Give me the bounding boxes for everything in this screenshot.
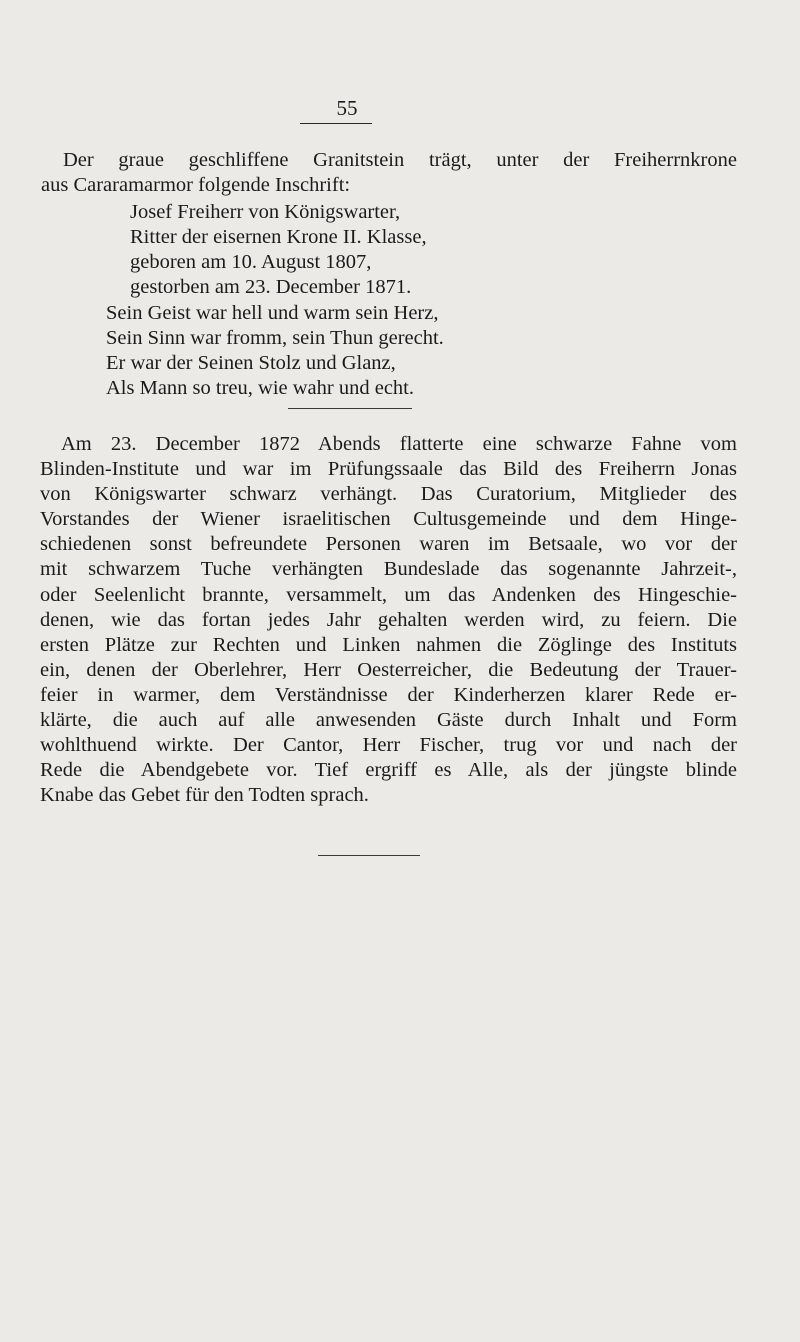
paragraph-line: ersten Plätze zur Rechten und Linken nahmen die Zöglinge des Instituts	[40, 634, 737, 656]
paragraph-line: wohlthuend wirkte. Der Cantor, Herr Fischer, trug vor und nach der	[40, 734, 737, 756]
paragraph-line: Rede die Abendgebete vor. Tief ergriff es Alle, als der jüngste blinde	[40, 759, 737, 781]
paragraph-line: schiedenen sonst befreundete Personen waren im Betsaale, wo vor der	[40, 533, 737, 555]
paragraph-line: oder Seelenlicht brannte, versammelt, um das Andenken des Hingeschie-	[40, 584, 737, 606]
end-rule	[318, 855, 420, 856]
paragraph-line: Am 23. December 1872 Abends flatterte eine schwarze Fahne vom	[61, 433, 737, 455]
page-number-rule	[300, 123, 372, 124]
verse-line: Sein Sinn war fromm, sein Thun gerecht.	[106, 327, 444, 349]
inscription-line: gestorben am 23. December 1871.	[130, 276, 412, 298]
page-number: 55	[336, 96, 358, 120]
paragraph-line: klärte, die auch auf alle anwesenden Gäste durch Inhalt und Form	[40, 709, 737, 731]
paragraph-line: denen, wie das fortan jedes Jahr gehalten werden wird, zu feiern. Die	[40, 609, 737, 631]
intro-line: aus Cararamarmor folgende Inschrift:	[41, 174, 351, 196]
inscription-line: Ritter der eisernen Krone II. Klasse,	[130, 226, 427, 248]
paragraph-line: mit schwarzem Tuche verhängten Bundeslade das sogenannte Jahrzeit-,	[40, 558, 737, 580]
paragraph-line: Vorstandes der Wiener israelitischen Cultusgemeinde und dem Hinge-	[40, 508, 737, 530]
inscription-line: Josef Freiherr von Königswarter,	[130, 201, 401, 223]
section-divider	[288, 408, 412, 409]
paragraph-line: von Königswarter schwarz verhängt. Das Curatorium, Mitglieder des	[40, 483, 737, 505]
intro-line: Der graue geschliffene Granitstein trägt, unter der Freiherrnkrone	[63, 149, 737, 171]
paragraph-line: Knabe das Gebet für den Todten sprach.	[40, 784, 369, 806]
inscription-line: geboren am 10. August 1807,	[130, 251, 372, 273]
verse-line: Sein Geist war hell und warm sein Herz,	[106, 302, 439, 324]
paragraph-line: feier in warmer, dem Verständnisse der Kinderherzen klarer Rede er-	[40, 684, 737, 706]
verse-line: Er war der Seinen Stolz und Glanz,	[106, 352, 396, 374]
verse-line: Als Mann so treu, wie wahr und echt.	[106, 377, 415, 399]
paragraph-line: ein, denen der Oberlehrer, Herr Oesterreicher, die Bedeutung der Trauer-	[40, 659, 737, 681]
paragraph-line: Blinden-Institute und war im Prüfungssaale das Bild des Freiherrn Jonas	[40, 458, 737, 480]
